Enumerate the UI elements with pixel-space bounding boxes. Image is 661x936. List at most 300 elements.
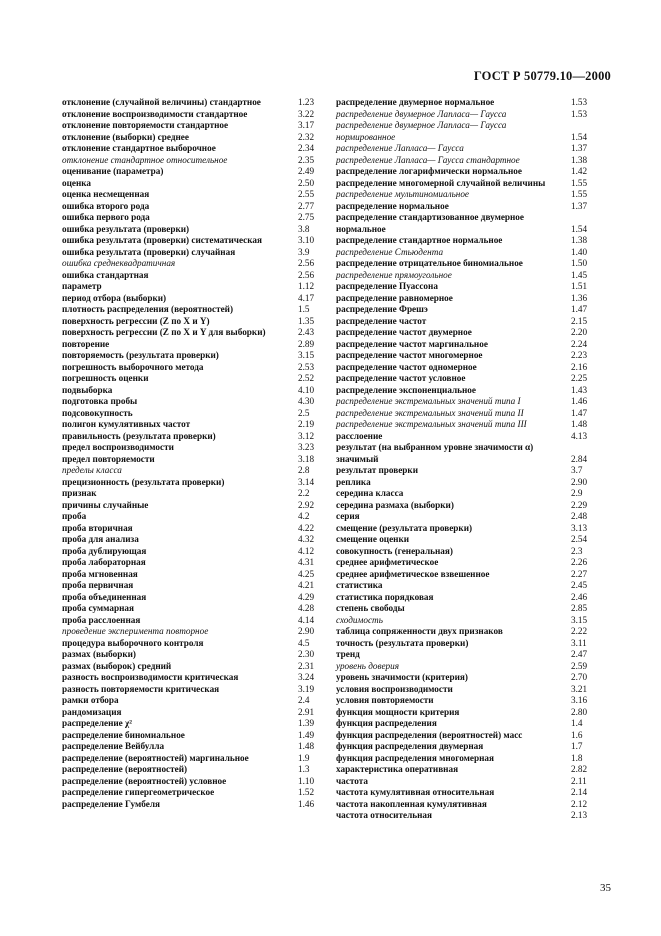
index-term: пределы класса xyxy=(62,465,122,475)
index-entry xyxy=(62,787,326,799)
index-entry xyxy=(62,385,326,397)
index-term: полигон кумулятивных частот xyxy=(62,419,191,429)
index-entry xyxy=(62,327,326,339)
index-entry xyxy=(62,362,326,374)
index-entry xyxy=(336,189,599,201)
index-entry xyxy=(336,258,599,270)
index-entry xyxy=(62,603,326,615)
index-entry xyxy=(336,638,599,650)
index-entry xyxy=(62,718,326,730)
index-term: распределение Вейбулла xyxy=(62,741,165,751)
index-entry xyxy=(62,281,326,293)
index-term: распределение частот xyxy=(336,315,427,326)
index-term: среднее арифметическое взвешенное xyxy=(336,568,490,579)
index-entry xyxy=(336,580,599,592)
index-entry xyxy=(336,753,599,765)
index-term: точность (результата проверки) xyxy=(336,637,469,648)
index-reference-number: 3.21 xyxy=(571,683,588,694)
index-reference-number: 4.14 xyxy=(298,614,315,625)
index-reference-number: 3.12 xyxy=(298,430,315,441)
index-entry xyxy=(62,339,326,351)
index-term: распределение стандартизованное двумерное нормальное xyxy=(336,212,524,234)
index-term: распределение частот маргинальное xyxy=(336,338,488,349)
index-term: распределение многомерной случайной величины xyxy=(336,177,546,188)
index-entry xyxy=(62,753,326,765)
index-term: размах (выборки) xyxy=(62,649,136,659)
index-term: уровень доверия xyxy=(336,660,400,671)
index-reference-number: 2.13 xyxy=(571,810,588,820)
index-term: распределение двумерное нормальное xyxy=(336,97,495,107)
index-reference-number: 1.37 xyxy=(571,200,588,211)
index-entry xyxy=(62,546,326,558)
index-entry xyxy=(336,557,599,569)
index-reference-number: 3.15 xyxy=(571,614,588,625)
index-entry xyxy=(336,672,599,684)
index-reference-number: 2.90 xyxy=(298,626,315,636)
index-term: оценка несмещенная xyxy=(62,189,150,199)
index-entry xyxy=(62,396,326,408)
index-entry xyxy=(336,615,599,627)
index-term: рамки отбора xyxy=(62,695,119,705)
index-term: разность повторяемости критическая xyxy=(62,683,220,694)
index-term: предел воспроизводимости xyxy=(62,442,174,452)
index-entry xyxy=(336,97,599,109)
index-reference-number: 4.13 xyxy=(571,430,588,441)
index-term: плотность распределения (вероятностей) xyxy=(62,304,234,314)
index-entry xyxy=(336,546,599,558)
index-entry xyxy=(62,764,326,776)
index-reference-number: 2.25 xyxy=(571,373,588,383)
index-term: процедура выборочного контроля xyxy=(62,637,204,648)
index-reference-number: 2.49 xyxy=(298,166,315,176)
index-reference-number: 1.55 xyxy=(571,189,588,199)
index-reference-number: 2.46 xyxy=(571,591,588,602)
index-entry xyxy=(62,201,326,213)
index-column-right xyxy=(336,97,599,822)
index-entry xyxy=(336,385,599,397)
index-reference-number: 1.49 xyxy=(298,729,315,740)
index-term: причины случайные xyxy=(62,499,149,510)
index-entry xyxy=(62,120,326,132)
index-reference-number: 4.30 xyxy=(298,396,315,406)
index-term: смещение оценки xyxy=(336,534,410,544)
index-entry xyxy=(336,235,599,247)
index-reference-number: 2.32 xyxy=(298,131,315,142)
index-term: отклонение воспроизводимости стандартное xyxy=(62,108,248,119)
index-reference-number: 1.40 xyxy=(571,246,588,257)
index-term: распределение Пуассона xyxy=(336,281,438,291)
index-reference-number: 2.26 xyxy=(571,557,588,567)
index-term: разность воспроизводимости критическая xyxy=(62,672,239,682)
index-term: распределение (вероятностей) xyxy=(62,764,188,774)
index-entry xyxy=(62,143,326,155)
index-reference-number: 2.8 xyxy=(298,465,310,475)
index-reference-number: 2.91 xyxy=(298,706,315,717)
index-entry xyxy=(62,569,326,581)
index-reference-number: 2.43 xyxy=(298,327,315,337)
index-term: проба суммарная xyxy=(62,603,134,613)
index-reference-number: 3.7 xyxy=(571,465,583,475)
index-reference-number: 4.5 xyxy=(298,637,310,648)
index-reference-number: 2.2 xyxy=(298,488,310,498)
index-term: рандомизация xyxy=(62,706,122,717)
index-term: ошибка результата (проверки) случайная xyxy=(62,246,236,257)
index-reference-number: 2.4 xyxy=(298,695,310,705)
index-term: распределение равномерное xyxy=(336,292,453,303)
index-reference-number: 2.48 xyxy=(571,511,588,521)
index-reference-number: 1.54 xyxy=(571,131,588,142)
index-reference-number: 1.43 xyxy=(571,384,588,395)
index-entry xyxy=(336,477,599,489)
index-entry xyxy=(336,730,599,742)
index-term: оценка xyxy=(62,177,92,188)
index-entry xyxy=(62,730,326,742)
index-entry xyxy=(62,178,326,190)
index-term: распределение частот двумерное xyxy=(336,327,472,337)
index-term: ошибка результата (проверки) систематическая xyxy=(62,235,262,245)
index-term: подсовокупность xyxy=(62,407,133,418)
index-entry xyxy=(62,293,326,305)
index-reference-number: 3.8 xyxy=(298,223,310,234)
index-entry xyxy=(62,477,326,489)
index-entry xyxy=(336,534,599,546)
index-term: проба вторичная xyxy=(62,522,133,533)
index-term: статистика xyxy=(336,580,383,590)
index-reference-number: 1.47 xyxy=(571,304,588,314)
index-term: результат (на выбранном уровне значимости α) значимый xyxy=(336,442,534,464)
index-reference-number: 3.14 xyxy=(298,476,315,487)
index-reference-number: 1.53 xyxy=(571,97,588,107)
index-term: совокупность (генеральная) xyxy=(336,545,453,556)
index-reference-number: 2.3 xyxy=(571,545,583,556)
index-reference-number: 4.28 xyxy=(298,603,315,613)
index-entry xyxy=(336,442,599,465)
index-entry xyxy=(336,776,599,788)
index-term: отклонение (случайной величины) стандартное xyxy=(62,97,261,107)
index-entry xyxy=(62,500,326,512)
index-reference-number: 2.59 xyxy=(571,660,588,671)
index-term: размах (выборок) средний xyxy=(62,660,172,671)
index-reference-number: 2.34 xyxy=(298,143,315,153)
index-entry xyxy=(336,327,599,339)
index-reference-number: 1.3 xyxy=(298,764,310,774)
index-entry xyxy=(62,661,326,673)
index-reference-number: 2.89 xyxy=(298,338,315,349)
index-entry xyxy=(336,212,599,235)
index-reference-number: 2.55 xyxy=(298,189,315,199)
index-term: распределение (вероятностей) маргинальное xyxy=(62,752,249,763)
index-reference-number: 2.47 xyxy=(571,649,588,659)
index-reference-number: 1.38 xyxy=(571,235,588,245)
index-term: расслоение xyxy=(336,430,383,441)
index-entry xyxy=(336,431,599,443)
index-reference-number: 2.80 xyxy=(571,706,588,717)
index-reference-number: 1.48 xyxy=(298,741,315,751)
index-entry xyxy=(62,431,326,443)
index-term: ошибка стандартная xyxy=(62,269,149,280)
index-reference-number: 2.31 xyxy=(298,660,315,671)
index-reference-number: 2.11 xyxy=(571,775,587,786)
index-reference-number: 1.6 xyxy=(571,729,583,740)
index-entry xyxy=(62,454,326,466)
index-reference-number: 3.23 xyxy=(298,442,315,452)
index-reference-number: 3.18 xyxy=(298,453,315,464)
index-entry xyxy=(336,626,599,638)
index-term: подготовка пробы xyxy=(62,396,138,406)
index-entry xyxy=(62,707,326,719)
index-term: середина размаха (выборки) xyxy=(336,499,454,510)
index-term: предел повторяемости xyxy=(62,453,155,464)
index-entry xyxy=(336,592,599,604)
index-term: серия xyxy=(336,511,360,521)
index-entry xyxy=(336,362,599,374)
index-term: проба мгновенная xyxy=(62,568,138,579)
index-entry xyxy=(62,672,326,684)
page-number: 35 xyxy=(600,882,611,894)
index-term: тренд xyxy=(336,649,360,659)
index-entry xyxy=(336,120,599,143)
index-term: распределение гипергеометрическое xyxy=(62,787,215,797)
index-entry xyxy=(336,500,599,512)
index-entry xyxy=(336,373,599,385)
index-term: распределение экспоненциальное xyxy=(336,384,476,395)
index-reference-number: 4.12 xyxy=(298,545,315,556)
index-entry xyxy=(336,293,599,305)
index-term: правильность (результата проверки) xyxy=(62,430,216,441)
index-term: распределение двумерное Лапласа— Гаусса нормированное xyxy=(336,120,507,142)
index-reference-number: 4.29 xyxy=(298,591,315,602)
index-entry xyxy=(336,569,599,581)
index-entry xyxy=(336,408,599,420)
index-reference-number: 1.9 xyxy=(298,752,310,763)
index-entry xyxy=(62,419,326,431)
index-term: поверхность регрессии (Z по X и Y) xyxy=(62,315,210,326)
index-entry xyxy=(62,442,326,454)
index-reference-number: 2.24 xyxy=(571,338,588,349)
index-term: частота накопленная кумулятивная xyxy=(336,798,487,809)
index-entry xyxy=(336,143,599,155)
index-reference-number: 3.16 xyxy=(571,695,588,705)
index-reference-number: 2.84 xyxy=(571,453,588,464)
index-term: ошибка среднеквадратичная xyxy=(62,258,176,268)
index-term: поверхность регрессии (Z по X и Y для выборки) xyxy=(62,327,266,337)
index-term: результат проверки xyxy=(336,465,419,475)
index-reference-number: 2.54 xyxy=(571,534,588,544)
index-reference-number: 4.22 xyxy=(298,522,315,533)
index-entry xyxy=(336,339,599,351)
index-term: проведение эксперимента повторное xyxy=(62,626,209,636)
index-reference-number: 2.56 xyxy=(298,258,315,268)
index-entry xyxy=(336,741,599,753)
index-term: распределение экстремальных значений типа II xyxy=(336,407,524,418)
index-entry xyxy=(62,695,326,707)
index-entry xyxy=(62,408,326,420)
index-term: распределение стандартное нормальное xyxy=(336,235,503,245)
index-entry xyxy=(62,776,326,788)
index-term: распределение Гумбеля xyxy=(62,798,160,809)
index-entry xyxy=(336,396,599,408)
index-reference-number: 1.52 xyxy=(298,787,315,797)
index-reference-number: 3.22 xyxy=(298,108,315,119)
index-reference-number: 1.39 xyxy=(298,718,315,728)
index-term: распределение логарифмически нормальное xyxy=(336,166,522,176)
index-term: погрешность оценки xyxy=(62,373,149,383)
index-reference-number: 1.37 xyxy=(571,143,588,153)
index-entry xyxy=(62,615,326,627)
index-entry xyxy=(336,523,599,535)
index-reference-number: 1.23 xyxy=(298,97,315,107)
index-entry xyxy=(62,247,326,259)
index-term: проба расслоенная xyxy=(62,614,141,625)
index-column-left xyxy=(62,97,326,810)
index-reference-number: 1.35 xyxy=(298,315,315,326)
index-term: прецизионность (результата проверки) xyxy=(62,476,225,487)
index-reference-number: 1.50 xyxy=(571,258,588,268)
index-term: степень свободы xyxy=(336,603,405,613)
index-reference-number: 4.17 xyxy=(298,292,315,303)
index-entry xyxy=(62,155,326,167)
index-reference-number: 3.17 xyxy=(298,120,315,130)
index-reference-number: 4.31 xyxy=(298,557,315,567)
index-entry xyxy=(336,304,599,316)
index-entry xyxy=(62,166,326,178)
index-reference-number: 3.9 xyxy=(298,246,310,257)
index-reference-number: 1.8 xyxy=(571,752,583,763)
index-term: функция распределения (вероятностей) масс xyxy=(336,729,523,740)
index-reference-number: 2.92 xyxy=(298,499,315,510)
index-term: частота xyxy=(336,775,368,786)
index-entry xyxy=(336,178,599,190)
index-entry xyxy=(62,741,326,753)
index-term: подвыборка xyxy=(62,384,113,395)
index-entry xyxy=(62,97,326,109)
index-reference-number: 1.47 xyxy=(571,407,588,418)
index-term: отклонение стандартное относительное xyxy=(62,154,228,165)
index-term: среднее арифметическое xyxy=(336,557,439,567)
index-reference-number: 1.12 xyxy=(298,281,315,291)
index-entry xyxy=(336,109,599,121)
index-reference-number: 1.4 xyxy=(571,718,583,728)
index-reference-number: 4.25 xyxy=(298,568,315,579)
index-term: проба лабораторная xyxy=(62,557,146,567)
index-reference-number: 2.19 xyxy=(298,419,315,429)
index-entry xyxy=(62,626,326,638)
index-term: распределение мультиномиальное xyxy=(336,189,470,199)
index-entry xyxy=(336,511,599,523)
index-reference-number: 2.35 xyxy=(298,154,315,165)
index-reference-number: 1.42 xyxy=(571,166,588,176)
index-reference-number: 2.52 xyxy=(298,373,315,383)
index-term: частота относительная xyxy=(336,810,432,820)
index-term: середина класса xyxy=(336,488,404,498)
index-term: проба xyxy=(62,511,87,521)
index-term: проба дублирующая xyxy=(62,545,147,556)
index-term: распределение экстремальных значений типа III xyxy=(336,419,527,429)
index-reference-number: 2.85 xyxy=(571,603,588,613)
index-entry xyxy=(62,534,326,546)
index-reference-number: 2.75 xyxy=(298,212,315,222)
index-entry xyxy=(62,350,326,362)
index-entry xyxy=(336,695,599,707)
index-entry xyxy=(62,258,326,270)
index-term: отклонение (выборки) среднее xyxy=(62,131,189,142)
index-entry xyxy=(62,373,326,385)
index-reference-number: 2.56 xyxy=(298,269,315,280)
index-reference-number: 1.36 xyxy=(571,292,588,303)
index-term: проба первичная xyxy=(62,580,134,590)
index-reference-number: 2.70 xyxy=(571,672,588,682)
index-reference-number: 1.5 xyxy=(298,304,310,314)
index-reference-number: 3.11 xyxy=(571,637,587,648)
index-reference-number: 2.12 xyxy=(571,798,588,809)
index-entry xyxy=(62,235,326,247)
index-reference-number: 2.53 xyxy=(298,361,315,372)
index-term: смещение (результата проверки) xyxy=(336,522,473,533)
index-reference-number: 1.10 xyxy=(298,775,315,786)
index-term: распределение прямоугольное xyxy=(336,269,452,280)
index-term: повторение xyxy=(62,338,110,349)
index-entry xyxy=(62,212,326,224)
index-entry xyxy=(336,649,599,661)
index-entry xyxy=(62,649,326,661)
index-reference-number: 1.55 xyxy=(571,177,588,188)
index-term: условия повторяемости xyxy=(336,695,434,705)
index-entry xyxy=(62,132,326,144)
index-entry xyxy=(336,350,599,362)
index-reference-number: 1.7 xyxy=(571,741,583,751)
index-entry xyxy=(336,419,599,431)
index-term: распределение биномиальное xyxy=(62,729,185,740)
index-term: распределение (вероятностей) условное xyxy=(62,775,227,786)
index-reference-number: 2.15 xyxy=(571,315,588,326)
index-reference-number: 1.38 xyxy=(571,154,588,165)
index-reference-number: 3.24 xyxy=(298,672,315,682)
index-term: ошибка второго рода xyxy=(62,200,150,211)
index-reference-number: 2.90 xyxy=(571,476,588,487)
index-term: распределение Фрешэ xyxy=(336,304,428,314)
index-entry xyxy=(62,592,326,604)
index-term: частота кумулятивная относительная xyxy=(336,787,495,797)
index-term: ошибка результата (проверки) xyxy=(62,223,190,234)
index-term: характеристика оперативная xyxy=(336,764,459,774)
index-reference-number: 4.32 xyxy=(298,534,315,544)
index-term: уровень значимости (критерия) xyxy=(336,672,468,682)
index-reference-number: 2.82 xyxy=(571,764,588,774)
index-term: функция распределения xyxy=(336,718,437,728)
index-reference-number: 2.5 xyxy=(298,407,310,418)
index-reference-number: 4.21 xyxy=(298,580,315,590)
index-entry xyxy=(336,707,599,719)
index-entry xyxy=(336,488,599,500)
index-reference-number: 4.2 xyxy=(298,511,310,521)
index-reference-number: 3.13 xyxy=(571,522,588,533)
index-entry xyxy=(62,304,326,316)
index-entry xyxy=(336,201,599,213)
index-term: распределение Лапласа— Гаусса xyxy=(336,143,464,153)
index-term: распределение частот многомерное xyxy=(336,350,483,360)
index-reference-number: 2.45 xyxy=(571,580,588,590)
index-term: оценивание (параметра) xyxy=(62,166,164,176)
index-reference-number: 2.50 xyxy=(298,177,315,188)
index-term: распределение отрицательное биномиальное xyxy=(336,258,523,268)
index-entry xyxy=(336,166,599,178)
index-entry xyxy=(336,316,599,328)
index-entry xyxy=(62,109,326,121)
index-entry xyxy=(62,488,326,500)
index-term: проба для анализа xyxy=(62,534,139,544)
index-entry xyxy=(336,603,599,615)
index-term: распределение экстремальных значений типа I xyxy=(336,396,521,406)
